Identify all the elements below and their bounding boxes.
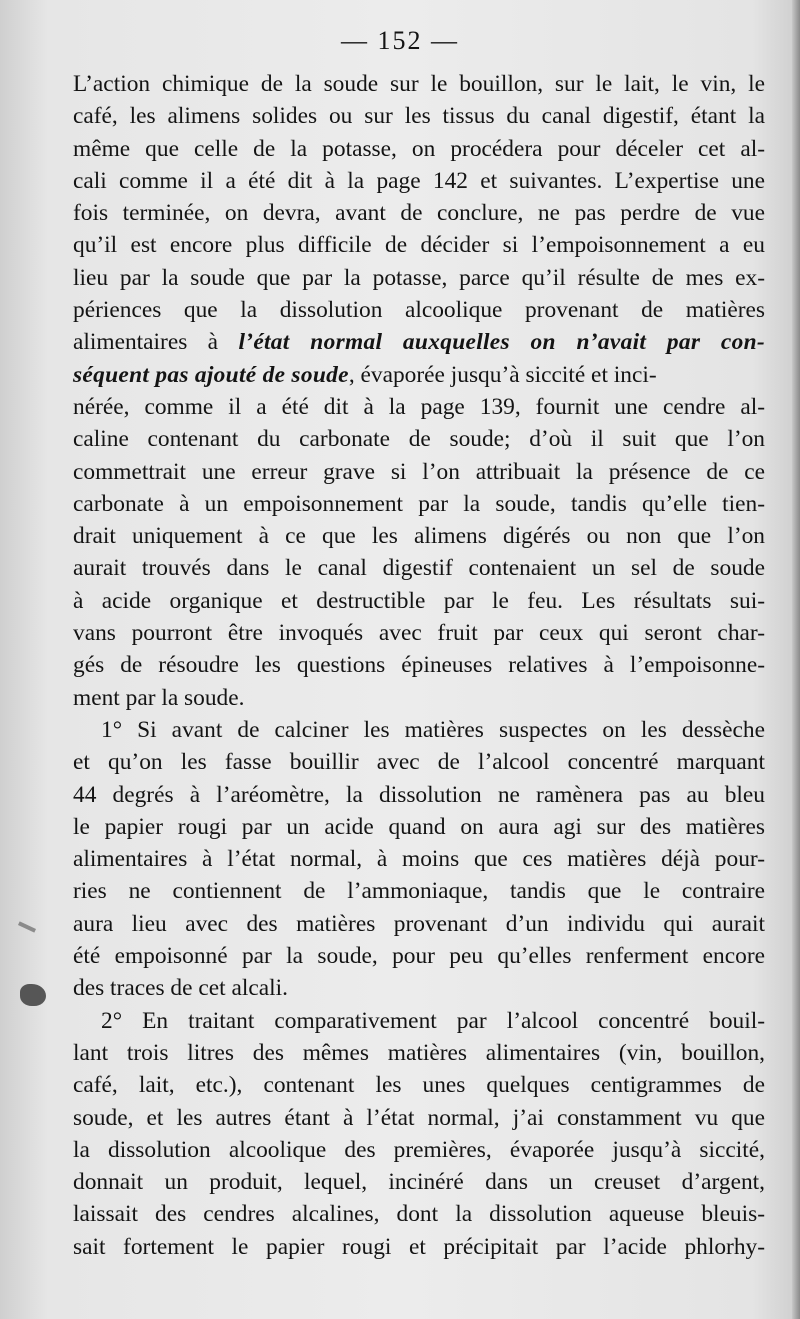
text-line: même que celle de la potasse, on procédera pour déceler cet al-	[73, 135, 765, 162]
text-line: 44 degrés à l’aréomètre, la dissolution ne ramènera pas au bleu	[73, 781, 765, 808]
italic-segment: l’état normal auxquelles on n’avait par con-	[238, 329, 765, 356]
text-line-mixed	[73, 359, 765, 391]
text-line: laissait des cendres alcalines, dont la dissolution aqueuse bleuis-	[73, 1201, 765, 1228]
text-line: à acide organique et destructible par le feu. Les résultats sui-	[73, 587, 765, 614]
text-line: soude, et les autres étant à l’état normal, j’ai constamment vu que	[73, 1104, 765, 1131]
text-line: été empoisonné par la soude, pour peu qu’elles renferment encore	[73, 943, 765, 970]
text-line: 1° Si avant de calciner les matières suspectes on les dessèche	[101, 716, 765, 743]
text-line: caline contenant du carbonate de soude; d’où il suit que l’on	[73, 426, 765, 453]
text-segment: alimentaires à	[73, 329, 219, 356]
text-line: et qu’on les fasse bouillir avec de l’alcool concentré marquant	[73, 749, 765, 776]
body-text	[73, 68, 765, 1263]
text-line: vans pourront être invoqués avec fruit par ceux qui seront char-	[73, 620, 765, 647]
page-edge-shadow	[792, 0, 800, 1319]
text-line: commettrait une erreur grave si l’on attribuait la présence de ce	[73, 458, 765, 485]
text-line: cali comme il a été dit à la page 142 et suivantes. L’expertise une	[73, 167, 765, 194]
text-line: qu’il est encore plus difficile de décider si l’empoisonnement a eu	[73, 232, 765, 259]
text-line: aura lieu avec des matières provenant d’un individu qui aurait	[73, 910, 765, 937]
text-line: sait fortement le papier rougi et précipitait par l’acide phlorhy-	[73, 1233, 765, 1260]
text-line: donnait un produit, lequel, incinéré dans un creuset d’argent,	[73, 1169, 765, 1196]
text-line: drait uniquement à ce que les alimens digérés ou non que l’on	[73, 523, 765, 550]
text-line: café, les alimens solides ou sur les tissus du canal digestif, étant la	[73, 103, 765, 130]
text-line: lant trois litres des mêmes matières alimentaires (vin, bouillon,	[73, 1039, 765, 1066]
text-line: L’action chimique de la soude sur le bouillon, sur le lait, le vin, le	[73, 71, 765, 97]
text-line: fois terminée, on devra, avant de conclure, ne pas perdre de vue	[73, 200, 765, 227]
text-line: lieu par la soude que par la potasse, parce qu’il résulte de mes ex-	[73, 264, 765, 291]
margin-mark	[18, 921, 36, 932]
text-line: ries ne contiennent de l’ammoniaque, tandis que le contraire	[73, 878, 765, 905]
text-line: gés de résoudre les questions épineuses relatives à l’empoisonne-	[73, 652, 765, 679]
text-line: des traces de cet alcali.	[73, 975, 288, 1002]
text-line: alimentaires à l’état normal, à moins que ces matières déjà pour-	[73, 846, 765, 873]
text-line: café, lait, etc.), contenant les unes quelques centigrammes de	[73, 1072, 765, 1099]
text-line: la dissolution alcoolique des premières, évaporée jusqu’à siccité,	[73, 1136, 765, 1163]
text-line: ment par la soude.	[73, 684, 245, 711]
text-line: carbonate à un empoisonnement par la soude, tandis qu’elle tien-	[73, 490, 765, 517]
text-line: périences que la dissolution alcoolique provenant de matières	[73, 297, 765, 324]
italic-segment: séquent pas ajouté de soude	[73, 361, 349, 388]
text-line: 2° En traitant comparativement par l’alcool concentré bouil-	[101, 1007, 765, 1034]
text-line-mixed	[73, 326, 765, 358]
text-line: le papier rougi par un acide quand on aura agi sur des matières	[73, 813, 765, 840]
text-line: aurait trouvés dans le canal digestif contenaient un sel de soude	[73, 555, 765, 582]
text-line: nérée, comme il a été dit à la page 139, fournit une cendre al-	[73, 393, 765, 420]
ink-stain	[20, 984, 46, 1006]
text-segment: , évaporée jusqu’à siccité et inci-	[348, 361, 657, 388]
page-number: — 152 —	[341, 26, 459, 55]
